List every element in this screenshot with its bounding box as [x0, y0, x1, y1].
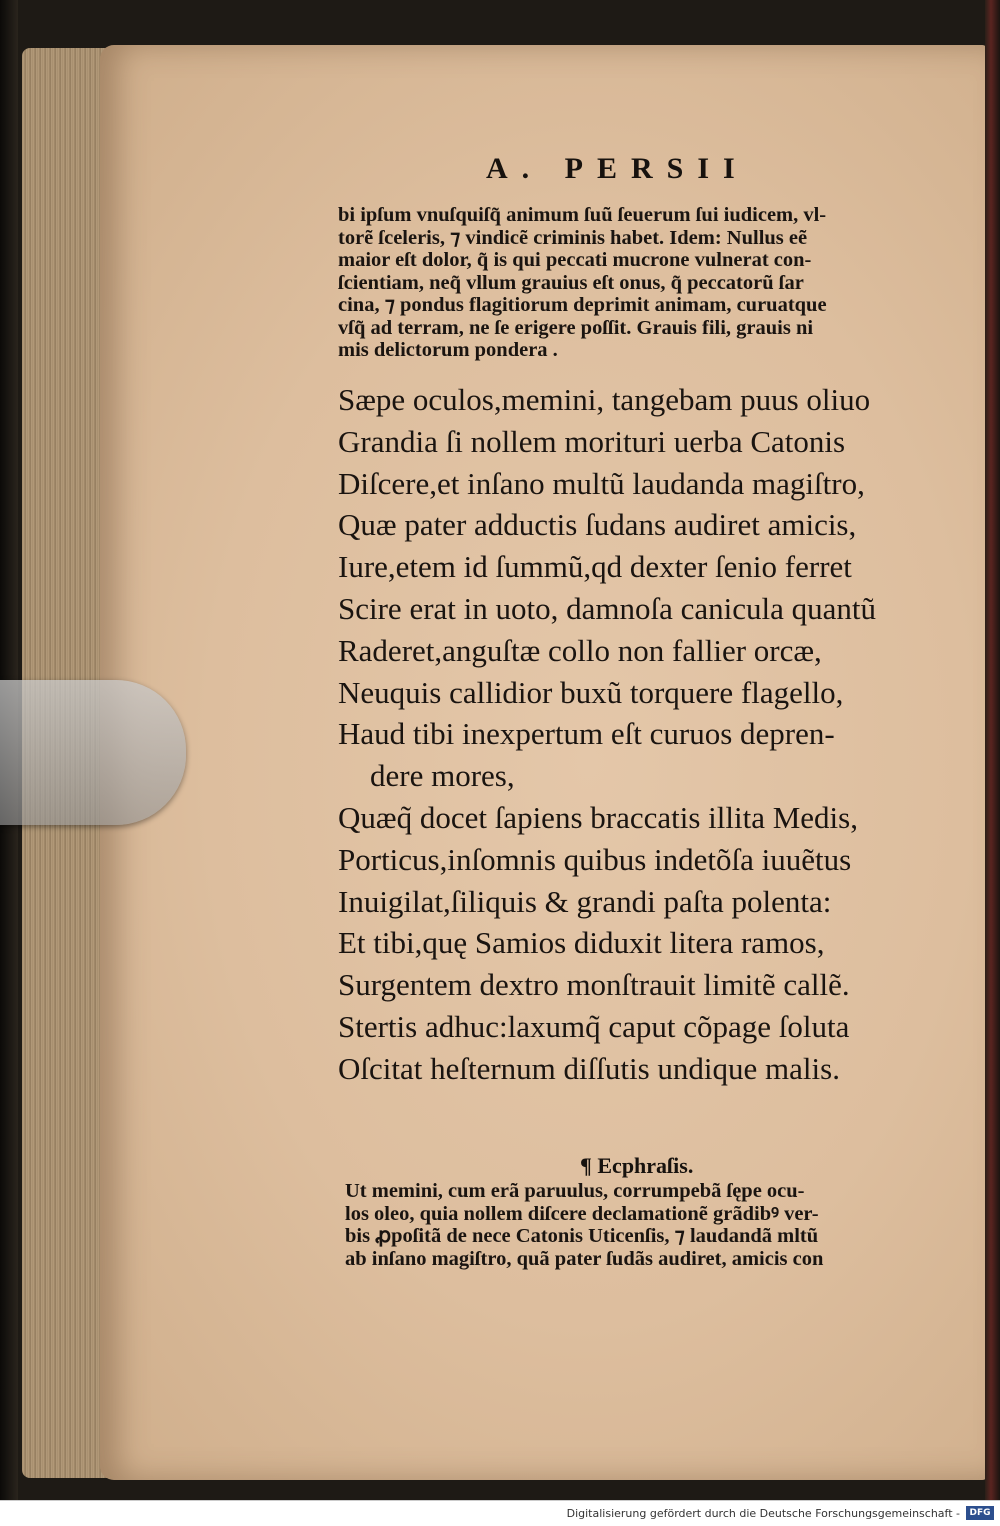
right-binding	[985, 0, 1000, 1500]
verse-line: Quæq̃ docet ſapiens braccatis illita Medis,	[338, 799, 858, 835]
commentary-line: Ut memini, cum erã paruulus, corrumpebã ſępe ocu-	[345, 1180, 805, 1202]
verse-block	[338, 379, 876, 1090]
verse-line: Quæ pater adductis ſudans audiret amicis,	[338, 507, 857, 543]
commentary-line: bis ꝓpoſitã de nece Catonis Uticenſis, ⁊ laudandã mltũ	[345, 1225, 819, 1247]
commentary-line: mis delictorum pondera .	[338, 339, 558, 361]
running-title: A. PERSII	[486, 152, 749, 185]
verse-line: Sæpe oculos,memini, tangebam puus oliuo	[338, 382, 871, 417]
verse-line: Inuigilat,ſiliquis & grandi paſta polenta:	[338, 883, 832, 919]
verse-line: Oſcitat heſternum diſſutis undique malis.	[338, 1050, 840, 1086]
verse-line: Porticus,inſomnis quibus indetõſa iuuẽtus	[338, 841, 852, 877]
ecphrasis-heading: ¶ Ecphraſis.	[580, 1153, 694, 1178]
footer-credit: Digitalisierung gefördert durch die Deutsche Forschungsgemeinschaft -	[566, 1507, 960, 1520]
commentary-line: ſcientiam, neq̃ vllum grauius eſt onus, q̃ peccatorũ ſar	[338, 271, 804, 294]
verse-line: Surgentem dextro monſtrauit limitẽ callẽ.	[338, 967, 850, 1003]
commentary-line: torẽ ſceleris, ⁊ vindicẽ criminis habet. Idem: Nullus eẽ	[338, 226, 808, 249]
page-clip	[0, 680, 186, 825]
footer-bar	[0, 1500, 1000, 1526]
verse-line: Stertis adhuc:laxumq̃ caput cõpage ſoluta	[338, 1008, 850, 1044]
commentary-line: vſq̃ ad terram, ne ſe erigere poſſit. Grauis fili, grauis ni	[338, 316, 814, 339]
verse-line: Diſcere,et inſano multũ laudanda magiſtro,	[338, 465, 865, 501]
verse-line: Scire erat in uoto, damnoſa canicula quantũ	[338, 590, 877, 626]
commentary-line: ab inſano magiſtro, quã pater ſudãs audiret, amicis con	[345, 1247, 824, 1270]
commentary-line: cina, ⁊ pondus flagitiorum deprimit animam, curuatque	[338, 294, 827, 316]
verse-line: Iure,etem id ſummũ,qd dexter ſenio ferret	[338, 549, 852, 585]
commentary-line: bi ipſum vnuſquiſq̃ animum ſuũ ſeuerum ſui iudicem, vl-	[338, 204, 827, 226]
commentary-line: maior eſt dolor, q̃ is qui peccati mucrone vulnerat con-	[338, 249, 812, 271]
commentary-line: los oleo, quia nollem diſcere declamationẽ grãdibꝰ ver-	[345, 1202, 819, 1225]
commentary-bottom	[345, 1180, 823, 1270]
verse-line: Et tibi,quę Samios diduxit litera ramos,	[338, 925, 825, 961]
verse-line: Grandia ſi nollem morituri uerba Catonis	[338, 423, 846, 459]
verse-line: Haud tibi inexpertum eſt curuos depren-	[338, 716, 835, 752]
verse-line: Raderet,anguſtæ collo non fallier orcæ,	[338, 632, 822, 668]
commentary-top	[338, 204, 827, 362]
dfg-logo: DFG	[966, 1506, 994, 1520]
verse-line: dere mores,	[370, 758, 515, 794]
verse-line: Neuquis callidior buxũ torquere flagello,	[338, 674, 844, 710]
